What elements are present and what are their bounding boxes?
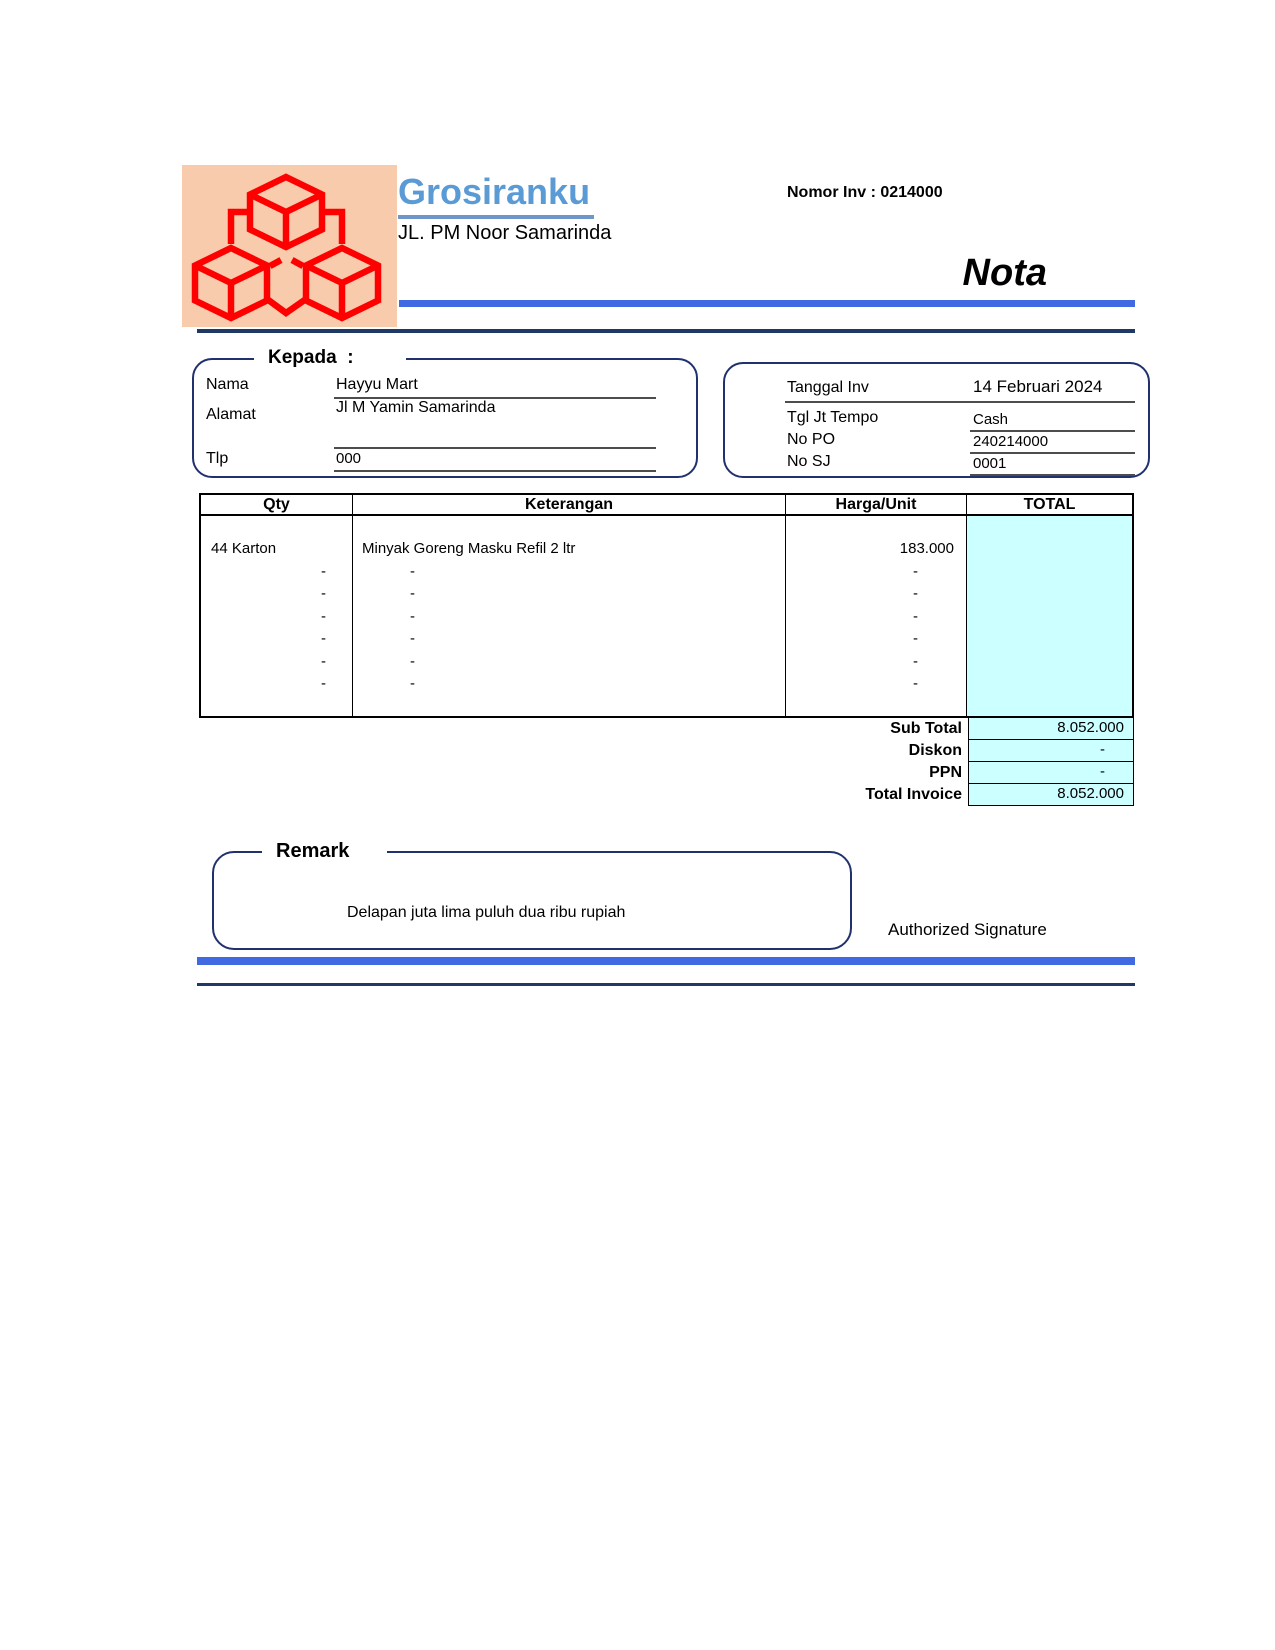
table-cell-keterangan: - xyxy=(410,652,415,670)
table-cell-qty: - xyxy=(321,630,326,647)
recipient-legend: Kepada : xyxy=(254,346,406,371)
summary-value: - xyxy=(968,762,1134,784)
authorized-signature-label: Authorized Signature xyxy=(888,920,1047,939)
company-name: Grosiranku xyxy=(398,172,594,219)
table-cell-keterangan: - xyxy=(410,607,415,625)
address-label: Alamat xyxy=(206,406,256,423)
summary-label: Diskon xyxy=(908,742,962,759)
invoice-date-label: Tanggal Inv xyxy=(787,379,869,396)
remark-legend: Remark xyxy=(262,838,387,864)
sj-number-value: 0001 xyxy=(973,455,1007,472)
sj-number-underline xyxy=(970,474,1135,476)
address-underline xyxy=(334,447,656,449)
bottom-navy-line xyxy=(197,983,1135,986)
top-accent-line xyxy=(399,300,1135,307)
table-cell-harga_unit: 183.000 xyxy=(899,540,954,557)
summary-row xyxy=(199,762,1134,784)
due-date-label: Tgl Jt Tempo xyxy=(787,409,879,426)
table-cell-keterangan: - xyxy=(410,585,415,602)
due-date-underline xyxy=(970,430,1135,432)
due-date-value: Cash xyxy=(973,411,1009,428)
table-cell-harga_unit: - xyxy=(913,675,918,692)
invoice-number: Nomor Inv : 0214000 xyxy=(787,184,943,201)
table-cell-qty: - xyxy=(321,607,326,625)
summary-row xyxy=(199,740,1134,762)
table-cell-qty: - xyxy=(321,585,326,602)
summary-value: 8.052.000 xyxy=(968,784,1134,806)
po-number-label: No PO xyxy=(787,431,836,448)
phone-label: Tlp xyxy=(206,450,229,467)
total-column-highlight xyxy=(966,516,1132,716)
table-cell-keterangan: - xyxy=(410,675,415,692)
address-value: Jl M Yamin Samarinda xyxy=(336,399,496,416)
phone-value: 000 xyxy=(336,450,362,467)
summary-row xyxy=(199,784,1134,806)
invoice-meta-box xyxy=(723,362,1150,478)
invoice-date-value: 14 Februari 2024 xyxy=(973,377,1103,396)
invoice-date-underline xyxy=(785,401,1135,403)
table-cell-qty: 44 Karton xyxy=(211,540,277,557)
table-header-cell: TOTAL xyxy=(966,495,1132,514)
items-table-header xyxy=(199,493,1134,516)
summary-row xyxy=(199,718,1134,740)
remark-text: Delapan juta lima puluh dua ribu rupiah xyxy=(347,904,626,921)
column-divider xyxy=(966,516,967,716)
top-navy-line xyxy=(197,329,1135,333)
company-address: JL. PM Noor Samarinda xyxy=(398,222,612,244)
table-cell-keterangan: - xyxy=(410,630,415,647)
table-cell-qty: - xyxy=(321,675,326,692)
table-cell-harga_unit: - xyxy=(913,585,918,602)
table-header-cell: Qty xyxy=(263,495,290,513)
table-cell-keterangan: Minyak Goreng Masku Refil 2 ltr xyxy=(362,540,576,557)
items-table-body xyxy=(199,516,1134,718)
table-cell-harga_unit: - xyxy=(913,607,918,625)
summary-rows xyxy=(199,718,1134,806)
table-cell-keterangan: - xyxy=(410,562,415,580)
sj-number-label: No SJ xyxy=(787,453,831,470)
summary-value: - xyxy=(968,740,1134,762)
summary-value: 8.052.000 xyxy=(968,718,1134,740)
table-cell-harga_unit: - xyxy=(913,652,918,670)
name-label: Nama xyxy=(206,376,249,393)
po-number-underline xyxy=(970,452,1135,454)
po-number-value: 240214000 xyxy=(973,433,1049,450)
table-header-cell: Keterangan xyxy=(352,495,785,514)
bottom-accent-line xyxy=(197,957,1135,965)
cubes-icon xyxy=(182,165,397,327)
column-divider xyxy=(352,516,353,716)
company-logo xyxy=(182,165,397,327)
column-divider xyxy=(785,516,786,716)
items-table xyxy=(199,493,1134,718)
table-header-cell: Harga/Unit xyxy=(785,495,966,514)
table-cell-qty: - xyxy=(321,652,326,670)
summary-label: PPN xyxy=(929,764,962,781)
table-cell-harga_unit: - xyxy=(913,630,918,647)
document-title: Nota xyxy=(962,252,1047,294)
recipient-box xyxy=(192,347,698,478)
remark-box xyxy=(212,840,852,950)
table-cell-harga_unit: - xyxy=(913,562,918,580)
name-value: Hayyu Mart xyxy=(336,376,418,393)
table-cell-qty: - xyxy=(321,562,326,580)
phone-underline xyxy=(334,470,656,472)
summary-label: Sub Total xyxy=(890,720,962,737)
summary-label: Total Invoice xyxy=(865,786,962,803)
